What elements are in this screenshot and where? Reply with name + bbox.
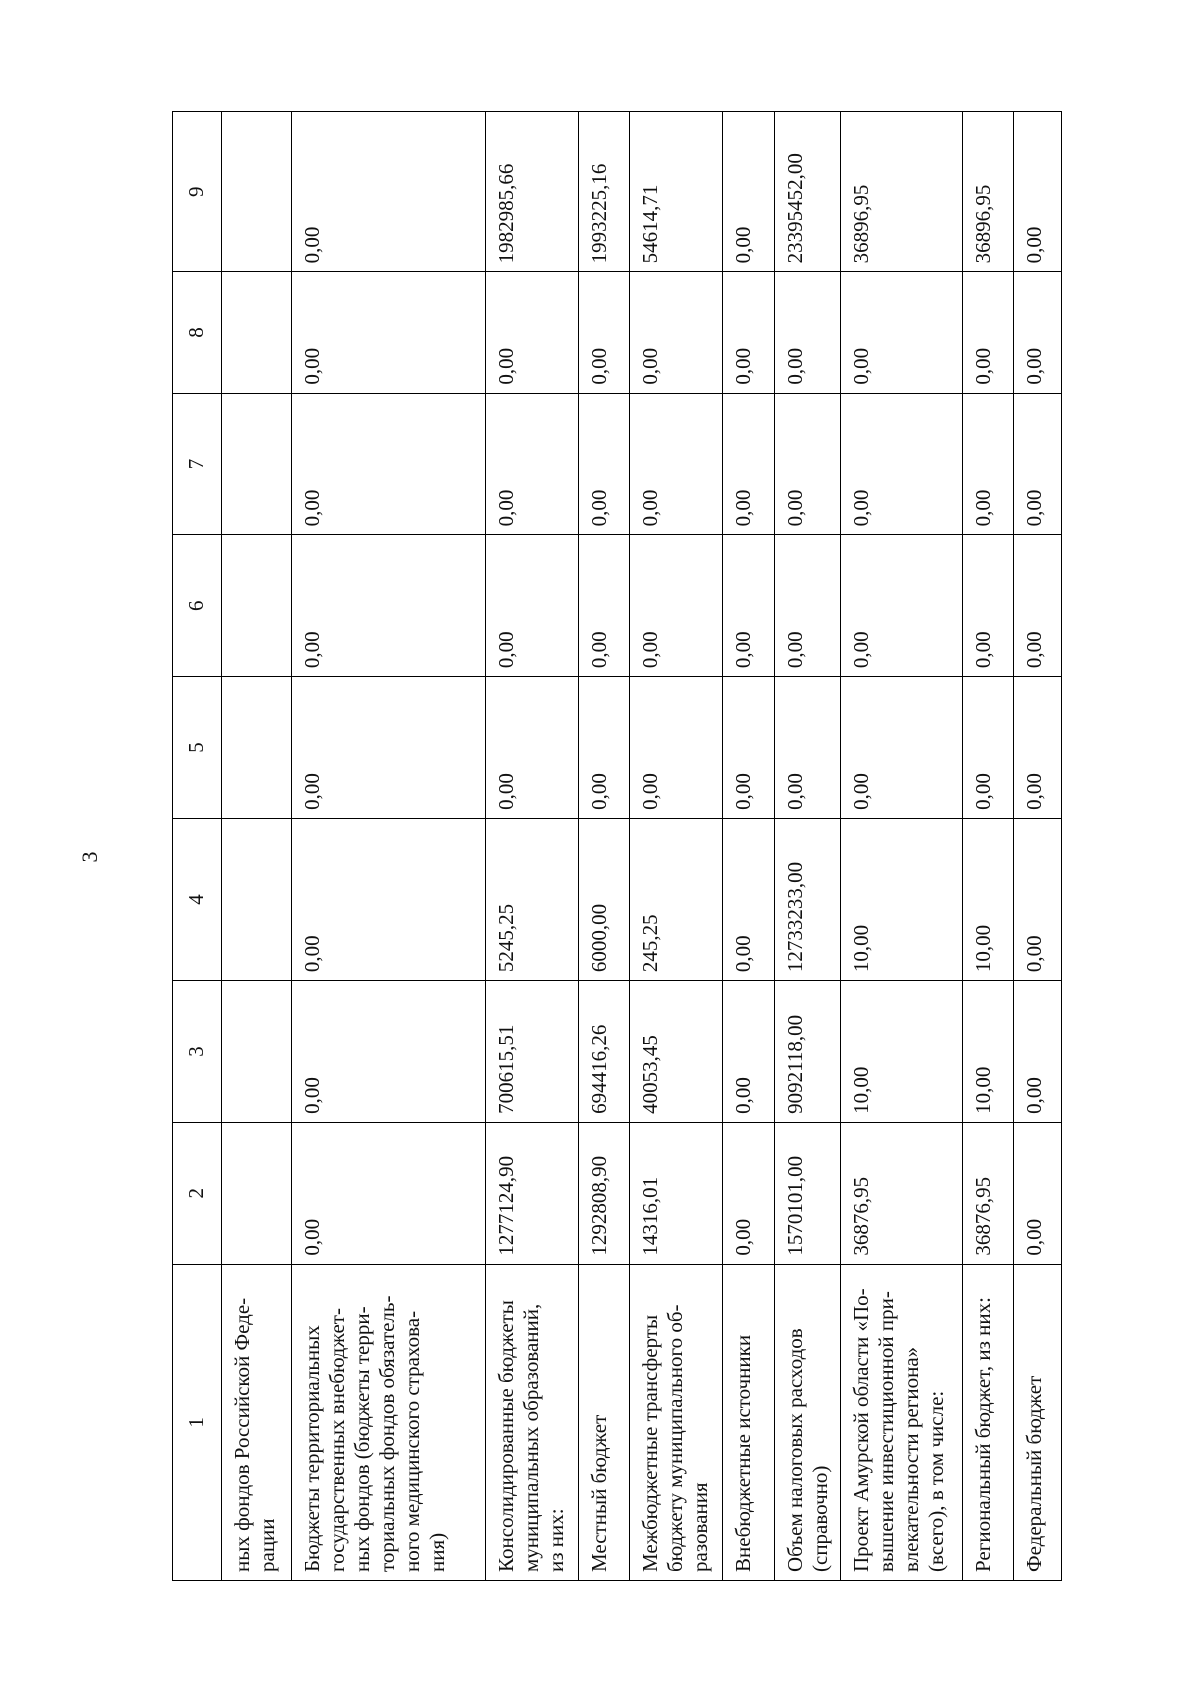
- value-cell: 0,00: [485, 677, 578, 819]
- value-cell: [221, 535, 291, 677]
- value-cell: 0,00: [578, 393, 630, 535]
- value-cell: 1982985,66: [485, 112, 578, 272]
- rotated-table-container: [172, 111, 1062, 1581]
- value-cell: 0,00: [630, 677, 723, 819]
- value-cell: 245,25: [630, 818, 723, 980]
- row-label-cell: Проект Амурской области «По- вышение инвестиционной при- влекательности региона» (всего), в том числе:: [841, 1264, 963, 1580]
- column-header: 2: [173, 1122, 222, 1264]
- table-row: [221, 112, 291, 1581]
- column-header: 5: [173, 677, 222, 819]
- column-header: 9: [173, 112, 222, 272]
- value-cell: 0,00: [630, 272, 723, 393]
- row-label-cell: Региональный бюджет, из них:: [962, 1264, 1014, 1580]
- value-cell: 0,00: [723, 1122, 775, 1264]
- value-cell: [221, 393, 291, 535]
- value-cell: 0,00: [630, 535, 723, 677]
- value-cell: 10,00: [841, 981, 963, 1123]
- column-header: 6: [173, 535, 222, 677]
- value-cell: 0,00: [962, 535, 1014, 677]
- row-label-cell: Федеральный бюджет: [1014, 1264, 1062, 1580]
- value-cell: 0,00: [1014, 1122, 1062, 1264]
- value-cell: 0,00: [1014, 272, 1062, 393]
- value-cell: 0,00: [1014, 981, 1062, 1123]
- row-label-cell: Бюджеты территориальных государственных внебюджет- ных фондов (бюджеты терри- ториальных фондов обязатель- ного медицинского страхова- ния): [291, 1264, 485, 1580]
- value-cell: 0,00: [1014, 535, 1062, 677]
- value-cell: [221, 1122, 291, 1264]
- value-cell: 0,00: [774, 393, 840, 535]
- value-cell: [221, 677, 291, 819]
- value-cell: [221, 272, 291, 393]
- value-cell: 6000,00: [578, 818, 630, 980]
- value-cell: 0,00: [630, 393, 723, 535]
- value-cell: 0,00: [962, 393, 1014, 535]
- value-cell: 0,00: [962, 272, 1014, 393]
- header-row: [173, 112, 222, 1581]
- value-cell: 36896,95: [841, 112, 963, 272]
- value-cell: 0,00: [723, 677, 775, 819]
- row-label-cell: ных фондов Российской Феде- рации: [221, 1264, 291, 1580]
- value-cell: 700615,51: [485, 981, 578, 1123]
- value-cell: 0,00: [291, 112, 485, 272]
- value-cell: 10,00: [841, 818, 963, 980]
- value-cell: 0,00: [962, 677, 1014, 819]
- value-cell: 0,00: [1014, 112, 1062, 272]
- value-cell: 0,00: [723, 818, 775, 980]
- value-cell: 36896,95: [962, 112, 1014, 272]
- value-cell: 0,00: [723, 393, 775, 535]
- value-cell: 0,00: [1014, 818, 1062, 980]
- table-row: [962, 112, 1014, 1581]
- row-label-cell: Объем налоговых расходов (справочно): [774, 1264, 840, 1580]
- value-cell: 0,00: [485, 272, 578, 393]
- value-cell: 36876,95: [962, 1122, 1014, 1264]
- column-header: 1: [173, 1264, 222, 1580]
- value-cell: 0,00: [841, 272, 963, 393]
- value-cell: 0,00: [723, 272, 775, 393]
- column-header: 4: [173, 818, 222, 980]
- value-cell: 0,00: [291, 818, 485, 980]
- value-cell: [221, 112, 291, 272]
- value-cell: 1570101,00: [774, 1122, 840, 1264]
- value-cell: 0,00: [578, 535, 630, 677]
- value-cell: 0,00: [774, 272, 840, 393]
- value-cell: 1277124,90: [485, 1122, 578, 1264]
- row-label-cell: Межбюджетные трансферты бюджету муниципального об- разования: [630, 1264, 723, 1580]
- value-cell: 0,00: [291, 677, 485, 819]
- table-row: [630, 112, 723, 1581]
- table-row: [578, 112, 630, 1581]
- value-cell: 0,00: [723, 981, 775, 1123]
- value-cell: 54614,71: [630, 112, 723, 272]
- value-cell: 694416,26: [578, 981, 630, 1123]
- value-cell: [221, 981, 291, 1123]
- value-cell: 9092118,00: [774, 981, 840, 1123]
- value-cell: 0,00: [841, 393, 963, 535]
- table-row: [291, 112, 485, 1581]
- table-row: [723, 112, 775, 1581]
- value-cell: 0,00: [485, 535, 578, 677]
- row-label-cell: Местный бюджет: [578, 1264, 630, 1580]
- budget-table: [172, 111, 1062, 1581]
- table-row: [485, 112, 578, 1581]
- value-cell: 0,00: [774, 535, 840, 677]
- value-cell: 10,00: [962, 818, 1014, 980]
- value-cell: 0,00: [291, 535, 485, 677]
- table-row: [1014, 112, 1062, 1581]
- column-header: 8: [173, 272, 222, 393]
- value-cell: 0,00: [291, 981, 485, 1123]
- value-cell: 0,00: [578, 677, 630, 819]
- value-cell: 23395452,00: [774, 112, 840, 272]
- page-number: 3: [77, 851, 102, 863]
- column-header: 7: [173, 393, 222, 535]
- value-cell: 14316,01: [630, 1122, 723, 1264]
- value-cell: 0,00: [723, 535, 775, 677]
- row-label-cell: Консолидированные бюджеты муниципальных образований, из них:: [485, 1264, 578, 1580]
- value-cell: 0,00: [291, 1122, 485, 1264]
- value-cell: 1292808,90: [578, 1122, 630, 1264]
- value-cell: 0,00: [774, 677, 840, 819]
- value-cell: 40053,45: [630, 981, 723, 1123]
- value-cell: 36876,95: [841, 1122, 963, 1264]
- value-cell: 0,00: [578, 272, 630, 393]
- column-header: 3: [173, 981, 222, 1123]
- value-cell: 0,00: [291, 393, 485, 535]
- value-cell: 0,00: [841, 677, 963, 819]
- value-cell: 1993225,16: [578, 112, 630, 272]
- value-cell: 0,00: [485, 393, 578, 535]
- value-cell: 0,00: [723, 112, 775, 272]
- value-cell: 0,00: [1014, 393, 1062, 535]
- value-cell: 12733233,00: [774, 818, 840, 980]
- value-cell: 10,00: [962, 981, 1014, 1123]
- value-cell: 0,00: [291, 272, 485, 393]
- table-row: [841, 112, 963, 1581]
- table-row: [774, 112, 840, 1581]
- value-cell: [221, 818, 291, 980]
- value-cell: 0,00: [841, 535, 963, 677]
- row-label-cell: Внебюджетные источники: [723, 1264, 775, 1580]
- value-cell: 0,00: [1014, 677, 1062, 819]
- value-cell: 5245,25: [485, 818, 578, 980]
